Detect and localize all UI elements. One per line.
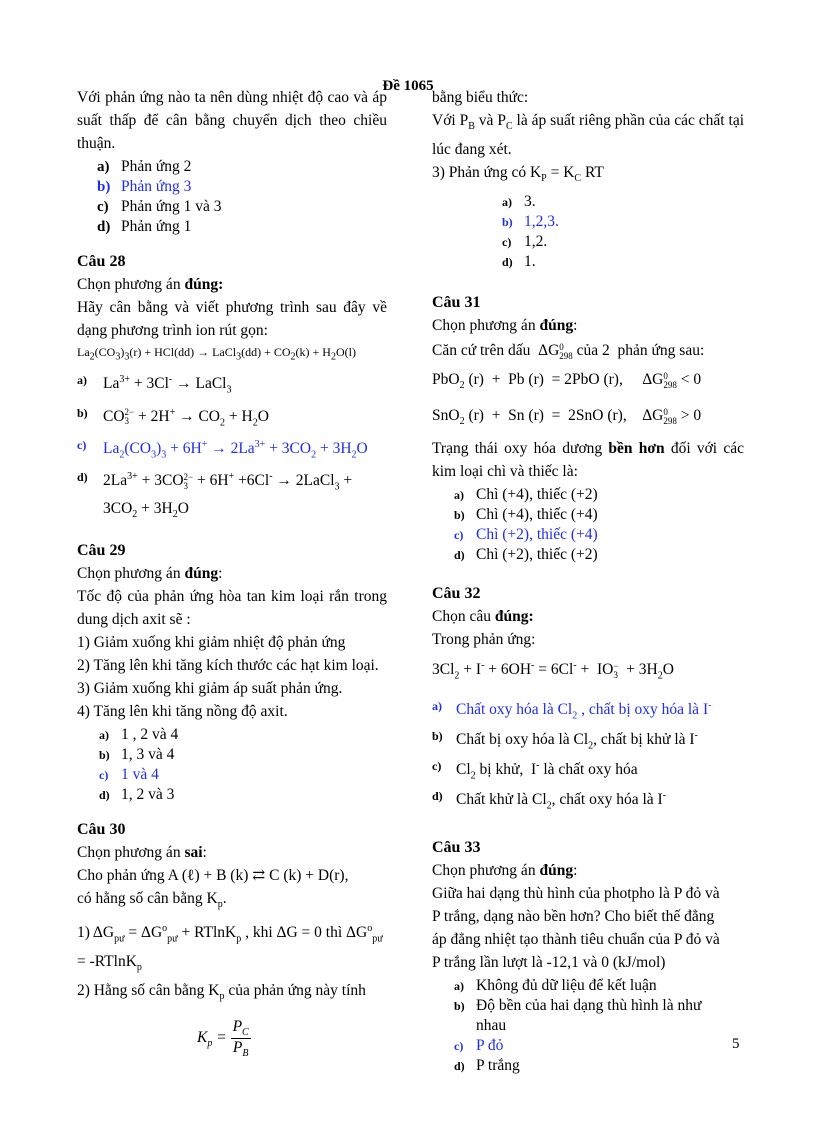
q31-options — [454, 485, 744, 565]
q32-option-d[interactable]: d) Chất khử là $Cl_2$, chất oxy hóa là I- — [432, 789, 667, 812]
q31-option-a[interactable]: a) Chì (+4), thiếc (+2) — [454, 486, 598, 504]
q32-option-c[interactable]: c) $Cl_2$ bị khử, I- là chất oxy hóa — [432, 759, 638, 782]
q29-option-d[interactable]: d) 1, 2 và 3 — [99, 786, 175, 804]
q27-options — [97, 157, 387, 237]
q30-title: Câu 30 — [77, 821, 126, 839]
q29-option-b[interactable]: b) 1, 3 và 4 — [99, 746, 175, 764]
q31-option-c[interactable]: c) Chì (+2), thiếc (+4) — [454, 526, 598, 544]
q29-instruction: Chọn phương án đúng: — [77, 565, 223, 583]
q28-option-c[interactable]: c) $La_2(CO_3)_3 + 6H^+ \to 2La^{3+} + 3CO_2 + 3H_2O$ — [77, 437, 368, 461]
q31-reaction-1: PbO$_2$ (r) + Pb (r) = 2PbO (r), ΔG 0 298 < 0 — [432, 370, 702, 392]
q31-title: Câu 31 — [432, 294, 481, 312]
q32-option-b[interactable]: b) Chất bị oxy hóa là $Cl_2$, chất bị khử là I- — [432, 728, 698, 752]
q33-title: Câu 33 — [432, 838, 481, 856]
q30-option-b[interactable]: b) 1,2,3. — [502, 213, 559, 231]
q30-statement-1: 1) $\Delta G_{pư} = \Delta G^o_{pư} + RTlnK_p$ , khi ΔG = 0 thì $\Delta G^o_{pư} = -RTlnK_p$ — [77, 922, 383, 973]
q33-instruction: Chọn phương án đúng: — [432, 861, 578, 879]
q31-reaction-2: SnO$_2$ (r) + Sn (r) = 2SnO (r), ΔG 0 298 > 0 — [432, 406, 702, 428]
q29-options — [99, 725, 387, 805]
q33-options — [454, 976, 744, 1076]
q27-option-d[interactable]: d) Phản ứng 1 — [97, 218, 192, 235]
q33-option-b[interactable]: b) Độ bền của hai dạng thù hình là như nhau — [454, 996, 702, 1034]
q32-instruction: Chọn câu đúng: — [432, 608, 534, 626]
q28-title: Câu 28 — [77, 253, 126, 270]
q32-text: Trong phản ứng: — [432, 631, 536, 649]
q30-statement-2b: Với $P_B$ và $P_C$ là áp suất riêng phần của các chất tại lúc đang xét. — [432, 112, 745, 159]
q27-option-b[interactable]: b) Phản ứng 3 — [97, 178, 192, 195]
q28-option-d[interactable]: d) $2La^{3+} + 3CO$ 2− 3 + 6H+ +6Cl- → 2LaCl$_3$ + $3CO_2 + 3H_2O$ — [77, 470, 353, 521]
q29-item-2: 2) Tăng lên khi tăng kích thước các hạt kim loại. — [77, 657, 379, 675]
q28-text: Hãy cân bằng và viết phương trình sau đây về dạng phương trình ion rút gọn: — [77, 299, 387, 339]
q29-title: Câu 29 — [77, 542, 126, 560]
q32-equation: $3Cl_2 + I^- + 6OH^- = 6Cl^-$ + IO − 3 + $3H_2O$ — [432, 660, 674, 682]
q30-instruction: Chọn phương án sai: — [77, 844, 207, 862]
q31-question: Trạng thái oxy hóa dương bền hơn đối với các kim loại chì và thiếc là: — [432, 440, 744, 481]
q30-statement-2: 2) Hằng số cân bằng $K_p$ của phản ứng này tính — [77, 981, 366, 1003]
q27-option-c[interactable]: c) Phản ứng 1 và 3 — [97, 198, 222, 215]
q32-option-a[interactable]: a) Chất oxy hóa là $Cl_2$ , chất bị oxy hóa là I- — [432, 698, 712, 721]
q29-item-4: 4) Tăng lên khi tăng nồng độ axit. — [77, 703, 288, 721]
q28-equation: $La_2(CO_3)_3(r) + HCl(dd)$ → LaCl$_3$(dd) + $CO_2(k) + H_2O(l)$ — [77, 345, 356, 363]
q30-option-c[interactable]: c) 1,2. — [502, 233, 548, 251]
q30-option-a[interactable]: a) 3. — [502, 193, 536, 211]
q28-instruction: Chọn phương án đúng: — [77, 276, 224, 293]
q29-item-1: 1) Giảm xuống khi giảm nhiệt độ phản ứng — [77, 634, 346, 652]
q28-option-a[interactable]: a) $La^{3+} + 3Cl^-$ → LaCl$_3$ — [77, 373, 232, 396]
q30-option-d[interactable]: d) 1. — [502, 253, 536, 271]
q28-option-b[interactable]: b) CO 2− 3 + $2H^+ \to CO_2 + H_2O$ — [77, 405, 269, 428]
q30-reaction-2: có hằng số cân bằng $K_p$. — [77, 890, 227, 911]
q30-reaction: Cho phản ứng A (ℓ) + B (k) ⇄ C (k) + D(r), — [77, 867, 349, 885]
q32-options — [432, 696, 744, 817]
q29-option-a[interactable]: a) 1 , 2 và 4 — [99, 726, 179, 744]
q32-title: Câu 32 — [432, 585, 481, 603]
q33-text: Giữa hai dạng thù hình của photpho là P đỏ và P trắng, dạng nào bền hơn? Cho biết thế đẳng áp đẳng nhiệt tạo thành tiêu chuẩn của P đỏ và P trắng lần lượt là -12,1 và 0 (kJ/mol) — [432, 884, 720, 971]
q30-options — [502, 192, 744, 272]
exam-title: Đề 1065 — [382, 78, 434, 94]
q30-statement-2-cont: bằng biểu thức: — [432, 89, 529, 106]
q33-option-c[interactable]: c) P đỏ — [454, 1036, 504, 1054]
q31-option-d[interactable]: d) Chì (+2), thiếc (+2) — [454, 546, 598, 564]
right-column — [432, 86, 744, 1076]
q29-text: Tốc độ của phản ứng hòa tan kim loại rắn trong dung dịch axit sẽ : — [77, 588, 387, 629]
q31-option-b[interactable]: b) Chì (+4), thiếc (+4) — [454, 506, 598, 524]
q30-statement-3: 3) Phản ứng có $K_P = K_C$ RT — [432, 164, 604, 185]
q27-option-a[interactable]: a) Phản ứng 2 — [97, 158, 192, 175]
q31-text: Căn cứ trên dấu ΔG 0 298 của 2 phản ứng sau: — [432, 341, 705, 361]
page-number: 5 — [732, 1036, 740, 1052]
q27-text: Với phản ứng nào ta nên dùng nhiệt độ cao và áp suất thấp để cân bằng chuyển dịch theo chiều thuận. — [77, 89, 387, 152]
left-column — [77, 86, 387, 1059]
q31-instruction: Chọn phương án đúng: — [432, 317, 578, 335]
q29-item-3: 3) Giảm xuống khi giảm áp suất phản ứng. — [77, 680, 343, 698]
q29-option-c[interactable]: c) 1 và 4 — [99, 766, 159, 784]
q33-option-d[interactable]: d) P trắng — [454, 1056, 520, 1074]
q33-option-a[interactable]: a) Không đủ dữ liệu để kết luận — [454, 976, 657, 994]
q30-formula: $K_p$ = $\frac{P_C}{P_B}$ — [197, 1018, 249, 1060]
q28-options — [77, 369, 387, 526]
